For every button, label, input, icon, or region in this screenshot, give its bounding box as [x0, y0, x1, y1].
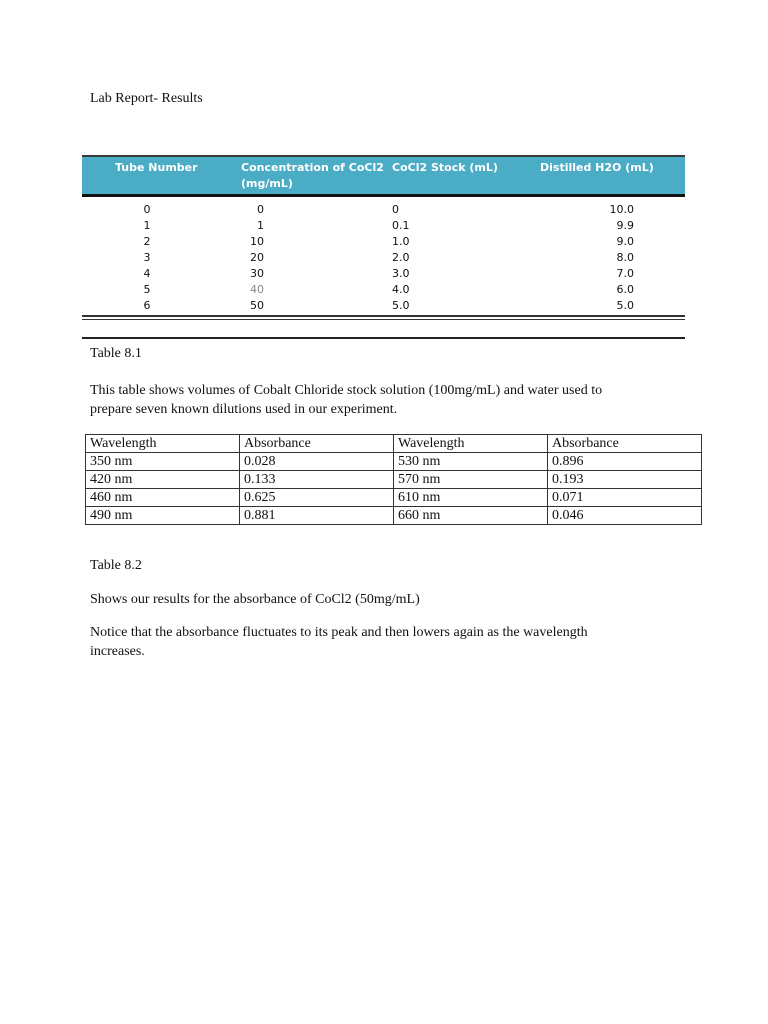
- table-cell: 20: [250, 251, 264, 264]
- table-cell: 5.0: [616, 299, 634, 312]
- table-cell: 30: [250, 267, 264, 280]
- table-cell: 0.625: [240, 489, 394, 507]
- results-description: Shows our results for the absorbance of CoCl2 (50mg/mL): [90, 592, 420, 607]
- table-cell: 10: [250, 235, 264, 248]
- table-row: [86, 471, 702, 489]
- header-concentration-line2: (mg/mL): [241, 177, 293, 190]
- table-bottom-rule: [82, 337, 685, 339]
- table-cell: 490 nm: [86, 507, 240, 525]
- table-cell: Absorbance: [240, 435, 394, 453]
- table-cell: 6.0: [616, 283, 634, 296]
- table-cell: 5: [143, 283, 151, 296]
- table-cell: 4.0: [392, 283, 410, 296]
- table-cell: 1: [257, 219, 264, 232]
- table-cell: 660 nm: [394, 507, 548, 525]
- table-cell: 6: [143, 299, 151, 312]
- table-cell: 9.9: [616, 219, 634, 232]
- table-cell: 1: [143, 219, 151, 232]
- table-cell: 3: [143, 251, 151, 264]
- table-cell: 2.0: [392, 251, 410, 264]
- table-cell: 0.881: [240, 507, 394, 525]
- table-cell: 1.0: [392, 235, 410, 248]
- table-double-rule: [82, 315, 685, 320]
- table-cell: 350 nm: [86, 453, 240, 471]
- table-row: [82, 233, 685, 249]
- table-cell: 10.0: [609, 203, 634, 216]
- table-cell: 0.071: [548, 489, 702, 507]
- table-cell: 0: [257, 203, 264, 216]
- table-cell: 50: [250, 299, 264, 312]
- table-header: [82, 155, 685, 197]
- table-cell: 570 nm: [394, 471, 548, 489]
- table-description-line1: This table shows volumes of Cobalt Chloride stock solution (100mg/mL) and water used to: [90, 383, 603, 398]
- header-tube-number: Tube Number: [115, 161, 198, 174]
- table-cell: 530 nm: [394, 453, 548, 471]
- table-row: [86, 507, 702, 525]
- table-caption-8-1: Table 8.1: [90, 346, 142, 361]
- table-row: [86, 453, 702, 471]
- absorbance-table: [85, 434, 702, 525]
- header-concentration: [241, 160, 384, 192]
- table-row: [82, 201, 685, 217]
- table-cell: 0.046: [548, 507, 702, 525]
- table-caption-8-2: Table 8.2: [90, 558, 142, 573]
- table-cell: 460 nm: [86, 489, 240, 507]
- table-cell: 420 nm: [86, 471, 240, 489]
- table-cell: 8.0: [616, 251, 634, 264]
- table-description-line2: prepare seven known dilutions used in our experiment.: [90, 402, 398, 417]
- header-concentration-line1: Concentration of CoCl2: [241, 161, 384, 174]
- table-row: [82, 217, 685, 233]
- table-cell: 0: [143, 203, 151, 216]
- table-cell: Absorbance: [548, 435, 702, 453]
- table-cell: 9.0: [616, 235, 634, 248]
- header-water: Distilled H2O (mL): [540, 161, 654, 174]
- dilution-table: [82, 155, 685, 339]
- table-row: [82, 281, 685, 297]
- table-cell: 4: [143, 267, 151, 280]
- table-row: [82, 265, 685, 281]
- table-cell: 0.133: [240, 471, 394, 489]
- table-cell: Wavelength: [86, 435, 240, 453]
- table-cell: 7.0: [616, 267, 634, 280]
- table-cell: 2: [143, 235, 151, 248]
- table-cell: 40: [250, 283, 264, 296]
- table-cell: Wavelength: [394, 435, 548, 453]
- table-cell: 0: [392, 203, 399, 216]
- table-row: [86, 489, 702, 507]
- table-cell: 0.028: [240, 453, 394, 471]
- page-title: Lab Report- Results: [90, 91, 203, 106]
- table-cell: 0.193: [548, 471, 702, 489]
- table-cell: 5.0: [392, 299, 410, 312]
- table-row: [82, 249, 685, 265]
- header-stock: CoCl2 Stock (mL): [392, 161, 498, 174]
- table-row: [82, 297, 685, 313]
- observation-line2: increases.: [90, 644, 145, 659]
- table-cell: 3.0: [392, 267, 410, 280]
- table-cell: 610 nm: [394, 489, 548, 507]
- table-cell: 0.896: [548, 453, 702, 471]
- table-header-row: [86, 435, 702, 453]
- observation-line1: Notice that the absorbance fluctuates to its peak and then lowers again as the wavelength: [90, 625, 588, 640]
- table-cell: 0.1: [392, 219, 410, 232]
